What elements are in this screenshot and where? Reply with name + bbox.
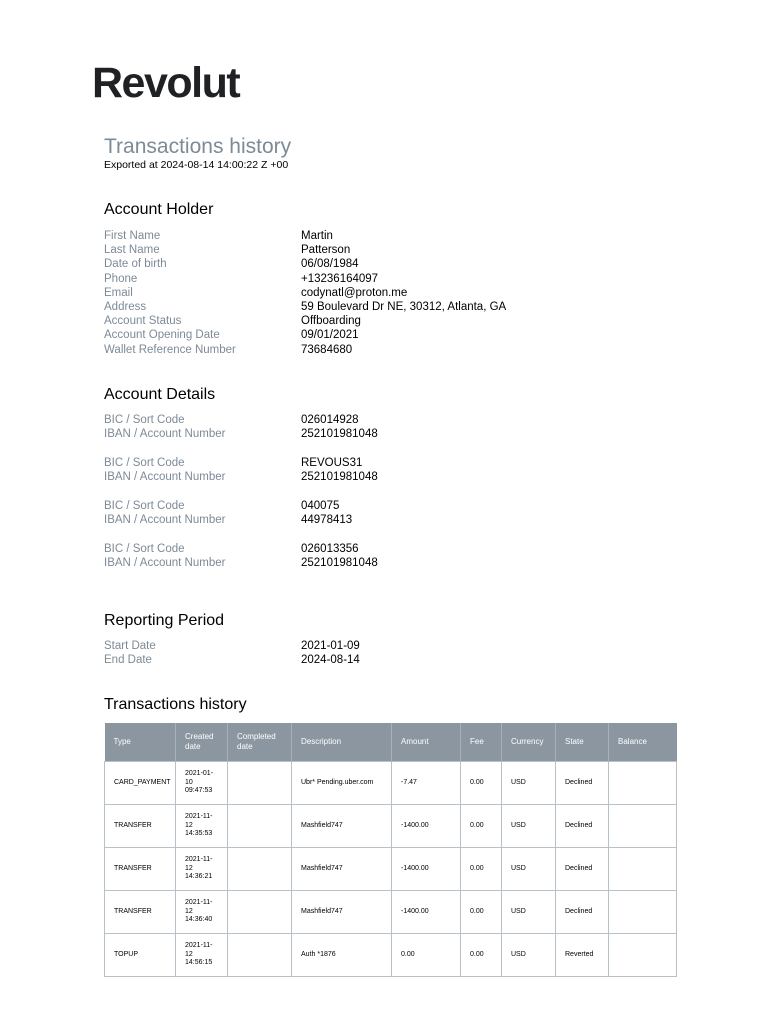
cell-balance	[609, 848, 677, 891]
bic-row	[104, 499, 378, 513]
field-label: Phone	[104, 272, 138, 285]
cell-completed	[228, 891, 292, 934]
field-address	[104, 300, 506, 314]
field-first-name	[104, 229, 506, 243]
field-label: Email	[104, 286, 133, 299]
account-holder-heading: Account Holder	[104, 201, 214, 218]
table-header-row	[105, 723, 677, 762]
field-label: Last Name	[104, 244, 160, 257]
cell-amount: -7.47	[392, 762, 461, 805]
field-phone	[104, 272, 506, 286]
cell-created: 2021-11-12 14:35:53	[176, 805, 228, 848]
cell-balance	[609, 762, 677, 805]
field-email	[104, 286, 506, 300]
bic-label: BIC / Sort Code	[104, 456, 185, 469]
iban-row	[104, 556, 378, 570]
cell-type: CARD_PAYMENT	[105, 762, 176, 805]
iban-label: IBAN / Account Number	[104, 428, 226, 441]
account-holder-fields	[104, 229, 506, 357]
field-wallet-reference-number	[104, 343, 506, 357]
cell-balance	[609, 805, 677, 848]
iban-label: IBAN / Account Number	[104, 513, 226, 526]
field-value: 59 Boulevard Dr NE, 30312, Atlanta, GA	[301, 300, 507, 313]
field-value: Offboarding	[301, 315, 361, 328]
cell-currency: USD	[502, 891, 556, 934]
cell-state: Declined	[556, 848, 609, 891]
cell-fee: 0.00	[461, 848, 502, 891]
cell-fee: 0.00	[461, 762, 502, 805]
column-header: Created date	[176, 723, 228, 762]
cell-completed	[228, 762, 292, 805]
reporting-period-fields	[104, 639, 360, 667]
iban-value: 252101981048	[301, 471, 378, 484]
field-account-status	[104, 314, 506, 328]
field-value: Patterson	[301, 244, 351, 257]
iban-label: IBAN / Account Number	[104, 556, 226, 569]
table-row	[105, 805, 677, 848]
cell-description: Ubr* Pending.uber.com	[292, 762, 392, 805]
table-row	[105, 934, 677, 977]
bic-value: 026013356	[301, 542, 359, 555]
iban-row	[104, 427, 378, 441]
iban-label: IBAN / Account Number	[104, 471, 226, 484]
cell-fee: 0.00	[461, 934, 502, 977]
cell-currency: USD	[502, 805, 556, 848]
cell-description: Mashfield747	[292, 805, 392, 848]
field-label: Account Status	[104, 315, 182, 328]
field-value: Martin	[301, 230, 333, 242]
bic-value: 040075	[301, 499, 340, 512]
field-value: 09/01/2021	[301, 329, 359, 342]
start-date-row	[104, 639, 360, 653]
cell-state: Reverted	[556, 934, 609, 977]
transactions-heading: Transactions history	[104, 696, 247, 713]
field-label: First Name	[104, 230, 161, 242]
table-row	[105, 891, 677, 934]
end-date-row	[104, 653, 360, 667]
cell-currency: USD	[502, 848, 556, 891]
field-label: Wallet Reference Number	[104, 343, 236, 356]
cell-completed	[228, 805, 292, 848]
field-value: codynatl@proton.me	[301, 286, 408, 299]
column-header: Currency	[502, 723, 556, 762]
reporting-period-heading: Reporting Period	[104, 612, 225, 629]
field-account-opening-date	[104, 328, 506, 342]
bic-row	[104, 456, 378, 470]
field-label: Date of birth	[104, 258, 167, 271]
cell-completed	[228, 848, 292, 891]
start-date-label: Start Date	[104, 640, 156, 652]
iban-row	[104, 470, 378, 484]
document-title: Transactions history	[104, 135, 292, 158]
cell-description: Mashfield747	[292, 891, 392, 934]
column-header: Amount	[392, 723, 461, 762]
transactions-table	[104, 723, 677, 977]
field-label: Account Opening Date	[104, 329, 220, 342]
start-date-value: 2021-01-09	[301, 640, 360, 652]
bic-label: BIC / Sort Code	[104, 499, 185, 512]
cell-amount: -1400.00	[392, 848, 461, 891]
column-header: State	[556, 723, 609, 762]
cell-type: TRANSFER	[105, 891, 176, 934]
column-header: Type	[105, 723, 176, 762]
bic-label: BIC / Sort Code	[104, 542, 185, 555]
bic-value: REVOUS31	[301, 456, 363, 469]
table-row	[105, 762, 677, 805]
bic-label: BIC / Sort Code	[104, 414, 185, 426]
cell-completed	[228, 934, 292, 977]
cell-created: 2021-11-12 14:36:40	[176, 891, 228, 934]
column-header: Completed date	[228, 723, 292, 762]
cell-fee: 0.00	[461, 891, 502, 934]
field-label: Address	[104, 300, 147, 313]
column-header: Description	[292, 723, 392, 762]
cell-balance	[609, 891, 677, 934]
bic-row	[104, 542, 378, 556]
table-row	[105, 848, 677, 891]
cell-description: Mashfield747	[292, 848, 392, 891]
bic-value: 026014928	[301, 414, 359, 426]
iban-row	[104, 513, 378, 527]
account-details-fields	[104, 413, 378, 570]
iban-value: 252101981048	[301, 428, 378, 441]
iban-value: 44978413	[301, 513, 353, 526]
account-details-heading: Account Details	[104, 386, 216, 403]
cell-state: Declined	[556, 762, 609, 805]
column-header: Fee	[461, 723, 502, 762]
cell-created: 2021-11-12 14:56:15	[176, 934, 228, 977]
column-header: Balance	[609, 723, 677, 762]
cell-amount: -1400.00	[392, 891, 461, 934]
cell-created: 2021-01-10 09:47:53	[176, 762, 228, 805]
cell-amount: 0.00	[392, 934, 461, 977]
cell-description: Auth *1876	[292, 934, 392, 977]
cell-balance	[609, 934, 677, 977]
exported-timestamp: Exported at 2024-08-14 14:00:22 Z +00	[104, 159, 289, 171]
field-value: +13236164097	[301, 272, 379, 285]
cell-type: TRANSFER	[105, 848, 176, 891]
end-date-value: 2024-08-14	[301, 654, 360, 667]
bic-row	[104, 413, 378, 427]
cell-currency: USD	[502, 934, 556, 977]
field-last-name	[104, 243, 506, 257]
cell-state: Declined	[556, 805, 609, 848]
revolut-logo: Revolut	[92, 59, 240, 107]
cell-created: 2021-11-12 14:36:21	[176, 848, 228, 891]
cell-type: TRANSFER	[105, 805, 176, 848]
cell-fee: 0.00	[461, 805, 502, 848]
cell-type: TOPUP	[105, 934, 176, 977]
cell-currency: USD	[502, 762, 556, 805]
field-value: 06/08/1984	[301, 258, 359, 271]
end-date-label: End Date	[104, 654, 152, 667]
cell-amount: -1400.00	[392, 805, 461, 848]
iban-value: 252101981048	[301, 556, 378, 569]
field-value: 73684680	[301, 343, 353, 356]
cell-state: Declined	[556, 891, 609, 934]
field-date-of-birth	[104, 257, 506, 271]
